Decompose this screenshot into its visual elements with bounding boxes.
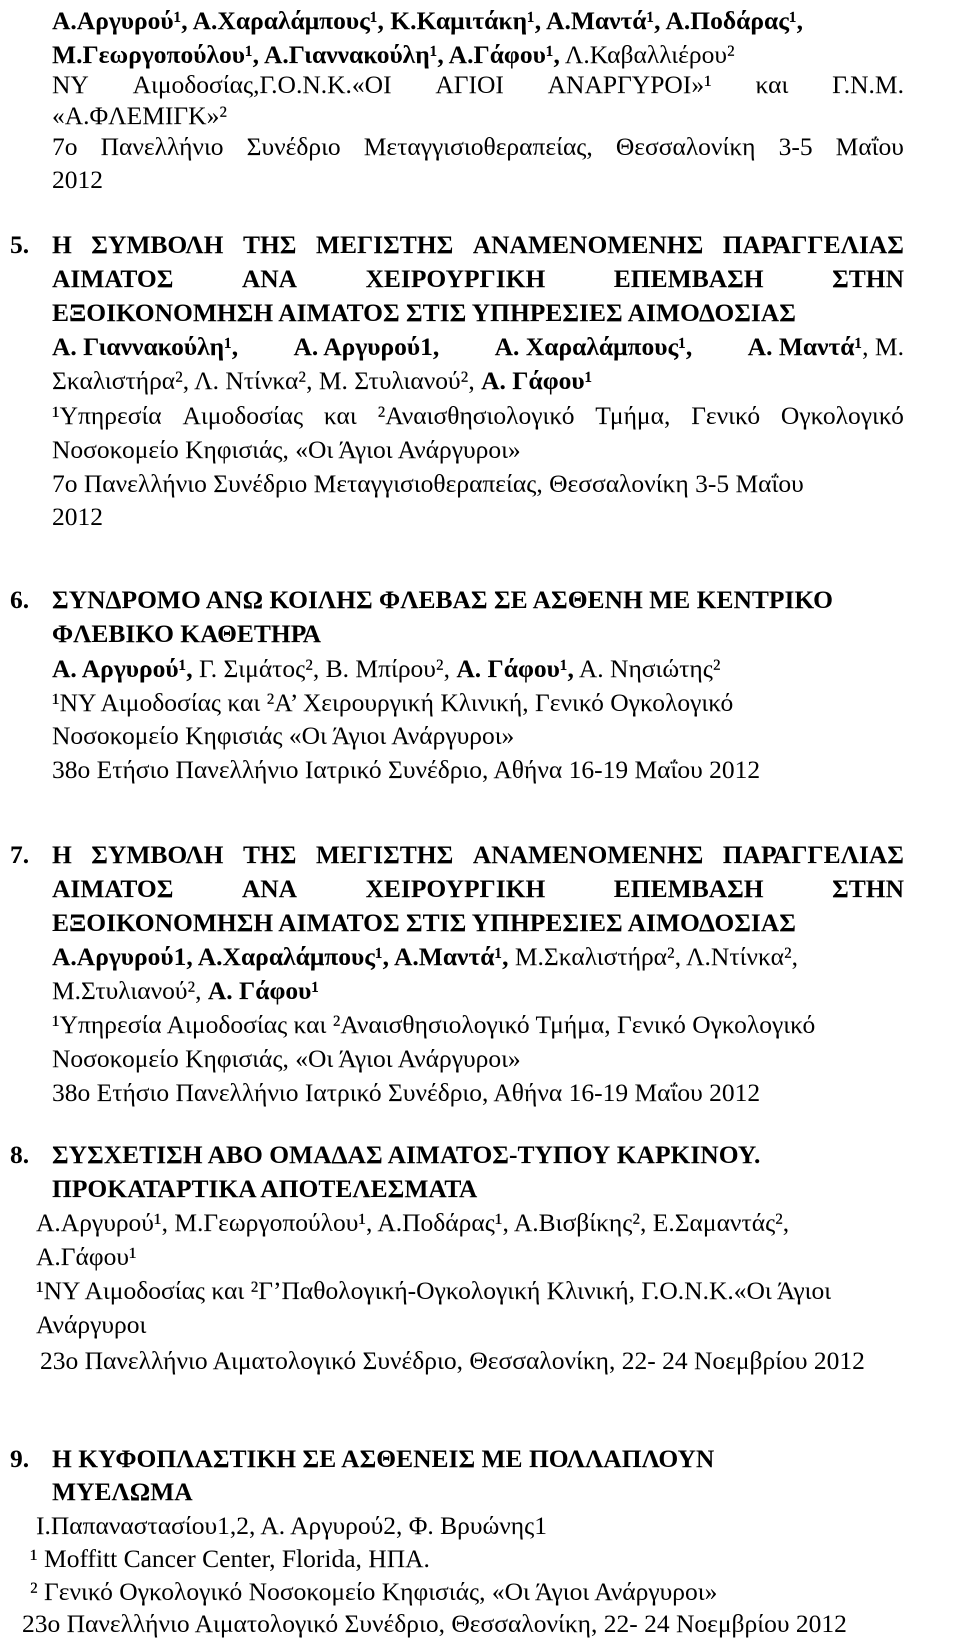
item5-title-line1: Η ΣΥΜΒΟΛΗ ΤΗΣ ΜΕΓΙΣΤΗΣ ΑΝΑΜΕΝΟΜΕΝΗΣ ΠΑΡΑΓΓΕΛΙΑΣ bbox=[52, 230, 904, 259]
item5-affiliation-line1: ¹Υπηρεσία Αιμοδοσίας και ²Αναισθησιολογικό Τμήμα, Γενικό Ογκολογικό bbox=[52, 401, 904, 430]
item7-title-line2: ΑΙΜΑΤΟΣ ΑΝΑ ΧΕΙΡΟΥΡΓΙΚΗ ΕΠΕΜΒΑΣΗ ΣΤΗΝ bbox=[52, 874, 904, 903]
item8-conference: 23ο Πανελλήνιο Αιματολογικό Συνέδριο, Θεσσαλονίκη, 22- 24 Νοεμβρίου 2012 bbox=[40, 1346, 865, 1375]
item6-conference: 38ο Ετήσιο Πανελλήνιο Ιατρικό Συνέδριο, Αθήνα 16-19 Μαΐου 2012 bbox=[52, 755, 761, 784]
item5-number: 5. bbox=[10, 230, 30, 259]
item6-affiliation-line1: ¹ΝΥ Αιμοδοσίας και ²Α’ Χειρουργική Κλινική, Γενικό Ογκολογικό bbox=[52, 688, 734, 717]
item6-title-line1: ΣΥΝΔΡΟΜΟ ΑΝΩ ΚΟΙΛΗΣ ΦΛΕΒΑΣ ΣΕ ΑΣΘΕΝΗ ΜΕ ΚΕΝΤΡΙΚΟ bbox=[52, 585, 833, 614]
item7-affiliation-line2: Νοσοκομείο Κηφισιάς, «Οι Άγιοι Ανάργυροι» bbox=[52, 1044, 521, 1073]
item9-conference: 23ο Πανελλήνιο Αιματολογικό Συνέδριο, Θεσσαλονίκη, 22- 24 Νοεμβρίου 2012 bbox=[22, 1609, 847, 1638]
item8-authors-line2: Α.Γάφου¹ bbox=[36, 1242, 137, 1271]
item8-affiliation-line2: Ανάργυροι bbox=[36, 1310, 147, 1339]
item5-conference-line1: 7ο Πανελλήνιο Συνέδριο Μεταγγισιοθεραπείας, Θεσσαλονίκη 3-5 Μαΐου bbox=[52, 469, 804, 498]
item8-number: 8. bbox=[10, 1140, 30, 1169]
intro-affiliation-line1: ΝΥ Αιμοδοσίας,Γ.Ο.Ν.Κ.«ΟΙ ΑΓΙΟΙ ΑΝΑΡΓΥΡΟΙ»¹ και Γ.Ν.Μ. bbox=[52, 70, 904, 99]
item8-authors-line1: Α.Αργυρού¹, Μ.Γεωργοπούλου¹, Α.Ποδάρας¹, Α.Βισβίκης², Ε.Σαμαντάς², bbox=[36, 1208, 790, 1237]
item5-authors-line1: Α. Γιαννακούλη¹, Α. Αργυρού1, Α. Χαραλάμπους¹, Α. Μαντά¹, Μ. bbox=[52, 332, 904, 361]
item6-title-line2: ΦΛΕΒΙΚΟ ΚΑΘΕΤΗΡΑ bbox=[52, 619, 322, 648]
intro-affiliation-line2: «Α.ΦΛΕΜΙΓΚ»² bbox=[52, 101, 227, 130]
item7-authors-line2: Μ.Στυλιανού², Α. Γάφου¹ bbox=[52, 976, 320, 1005]
item9-affiliation-line2: ² Γενικό Ογκολογικό Νοσοκομείο Κηφισιάς, «Οι Άγιοι Ανάργυροι» bbox=[30, 1577, 718, 1606]
item6-number: 6. bbox=[10, 585, 30, 614]
item8-affiliation-line1: ¹ΝΥ Αιμοδοσίας και ²Γ’Παθολογική-Ογκολογική Κλινική, Γ.Ο.Ν.Κ.«Οι Άγιοι bbox=[36, 1276, 832, 1305]
item5-affiliation-line2: Νοσοκομείο Κηφισιάς, «Οι Άγιοι Ανάργυροι» bbox=[52, 435, 521, 464]
item8-title-line1: ΣΥΣΧΕΤΙΣΗ ΑΒΟ ΟΜΑΔΑΣ ΑΙΜΑΤΟΣ-ΤΥΠΟΥ ΚΑΡΚΙΝΟΥ. bbox=[52, 1140, 761, 1169]
item9-affiliation-line1: ¹ Moffitt Cancer Center, Florida, ΗΠΑ. bbox=[30, 1544, 430, 1573]
item9-number: 9. bbox=[10, 1444, 30, 1473]
item8-title-line2: ΠΡΟΚΑΤΑΡΤΙΚΑ ΑΠΟΤΕΛΕΣΜΑΤΑ bbox=[52, 1174, 478, 1203]
item9-title-line1: Η ΚΥΦΟΠΛΑΣΤΙΚΗ ΣΕ ΑΣΘΕΝΕΙΣ ΜΕ ΠΟΛΛΑΠΛΟΥΝ bbox=[52, 1444, 715, 1473]
intro-authors-line2: Μ.Γεωργοπούλου¹, Α.Γιαννακούλη¹, Α.Γάφου¹, Λ.Καβαλλιέρου² bbox=[52, 40, 735, 69]
item7-title-line3: ΕΞΟΙΚΟΝΟΜΗΣΗ ΑΙΜΑΤΟΣ ΣΤΙΣ ΥΠΗΡΕΣΙΕΣ ΑΙΜΟΔΟΣΙΑΣ bbox=[52, 908, 796, 937]
intro-authors-line1: Α.Αργυρού¹, Α.Χαραλάμπους¹, Κ.Καμιτάκη¹, Α.Μαντά¹, Α.Ποδάρας¹, bbox=[52, 6, 803, 35]
intro-conference-line1: 7ο Πανελλήνιο Συνέδριο Μεταγγισιοθεραπείας, Θεσσαλονίκη 3-5 Μαΐου bbox=[52, 132, 904, 161]
item9-authors: Ι.Παπαναστασίου1,2, Α. Αργυρού2, Φ. Βρυώνης1 bbox=[36, 1511, 547, 1540]
item9-title-line2: ΜΥΕΛΩΜΑ bbox=[52, 1477, 193, 1506]
item5-conference-line2: 2012 bbox=[52, 502, 103, 531]
item5-authors-line2: Σκαλιστήρα², Λ. Ντίνκα², Μ. Στυλιανού², Α. Γάφου¹ bbox=[52, 366, 593, 395]
item6-affiliation-line2: Νοσοκομείο Κηφισιάς «Οι Άγιοι Ανάργυροι» bbox=[52, 721, 515, 750]
item6-authors: Α. Αργυρού¹, Γ. Σιμάτος², Β. Μπίρου², Α. Γάφου¹, Α. Νησιώτης² bbox=[52, 654, 721, 683]
item7-authors-line1: Α.Αργυρού1, Α.Χαραλάμπους¹, Α.Μαντά¹, Μ.Σκαλιστήρα², Λ.Ντίνκα², bbox=[52, 942, 798, 971]
item5-title-line2: ΑΙΜΑΤΟΣ ΑΝΑ ΧΕΙΡΟΥΡΓΙΚΗ ΕΠΕΜΒΑΣΗ ΣΤΗΝ bbox=[52, 264, 904, 293]
item7-title-line1: Η ΣΥΜΒΟΛΗ ΤΗΣ ΜΕΓΙΣΤΗΣ ΑΝΑΜΕΝΟΜΕΝΗΣ ΠΑΡΑΓΓΕΛΙΑΣ bbox=[52, 840, 904, 869]
item5-title-line3: ΕΞΟΙΚΟΝΟΜΗΣΗ ΑΙΜΑΤΟΣ ΣΤΙΣ ΥΠΗΡΕΣΙΕΣ ΑΙΜΟΔΟΣΙΑΣ bbox=[52, 298, 796, 327]
intro-conference-year: 2012 bbox=[52, 165, 103, 194]
item7-affiliation-line1: ¹Υπηρεσία Αιμοδοσίας και ²Αναισθησιολογικό Τμήμα, Γενικό Ογκολογικό bbox=[52, 1010, 816, 1039]
item7-number: 7. bbox=[10, 840, 30, 869]
item7-conference: 38ο Ετήσιο Πανελλήνιο Ιατρικό Συνέδριο, Αθήνα 16-19 Μαΐου 2012 bbox=[52, 1078, 761, 1107]
